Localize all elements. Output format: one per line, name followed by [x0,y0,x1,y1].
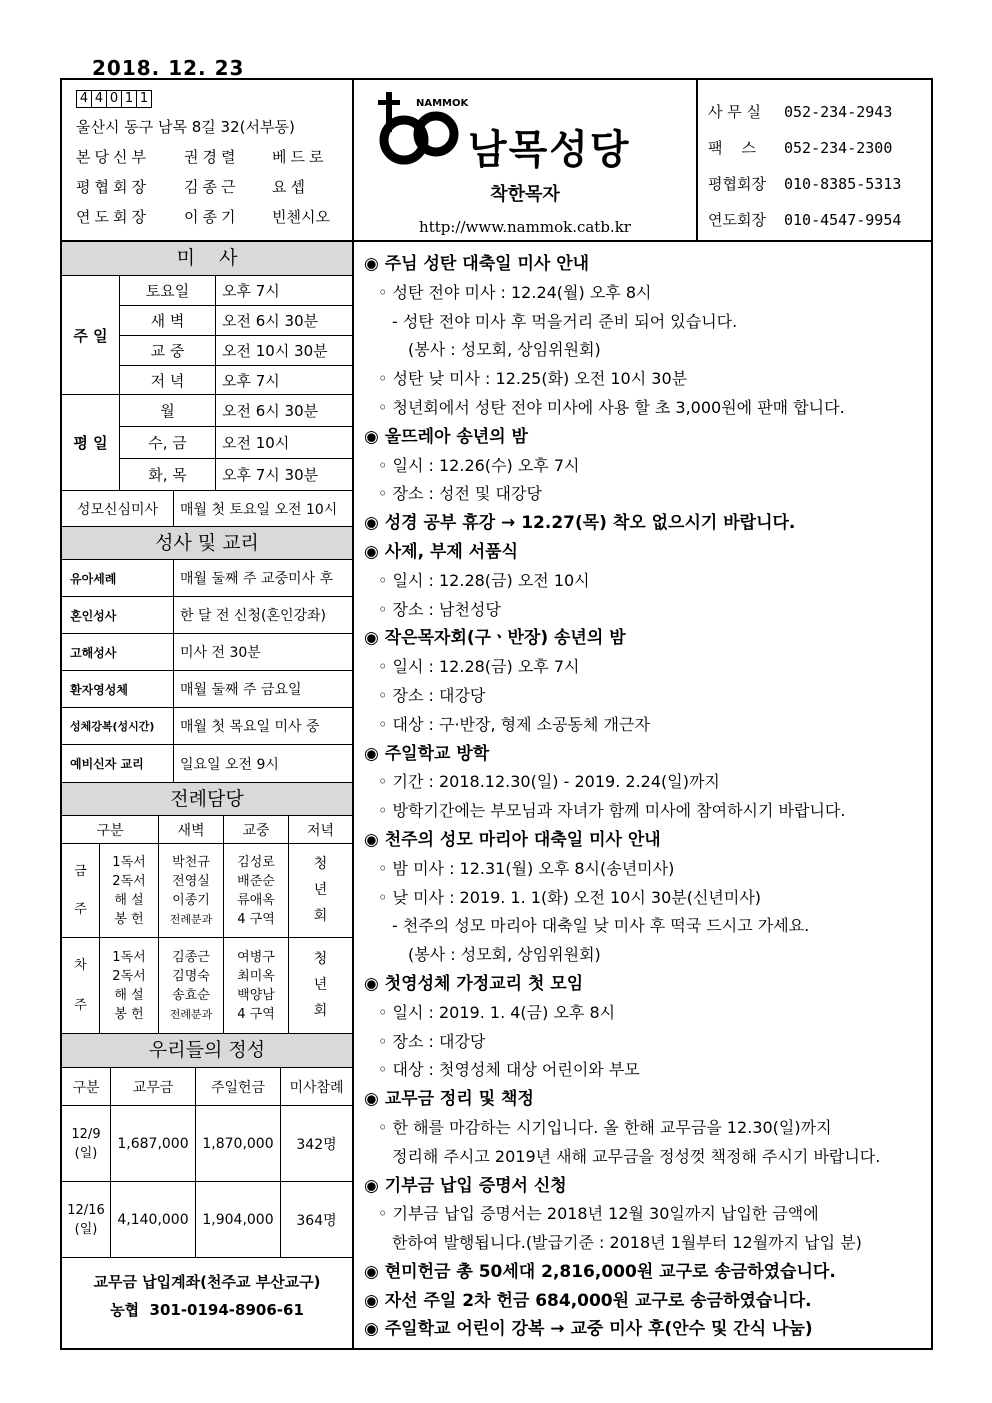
zip-digit: 1 [121,90,137,108]
staff-row [76,142,352,172]
contact-info [698,80,933,242]
notice-line: ◦ 대상 : 구·반장, 형제 소공동체 개근자 [378,714,650,734]
notice-line: ◦ 밤 미사 : 12.31(월) 오후 8시(송년미사) [378,858,675,878]
offering-attend: 342명 [296,1136,337,1153]
staff-row [76,202,352,232]
notice-line: ◦ 일시 : 12.28(금) 오후 7시 [378,657,580,677]
sacrament-label: 예비신자 교리 [62,745,174,782]
sacrament-label: 고해성사 [62,634,174,670]
liturgy-dawn: 김종근 김명숙 송효순 전례분과 [159,938,224,1033]
notice-line: ◦ 기간 : 2018.12.30(일) - 2019. 2.24(일)까지 [378,772,720,792]
special-mass-row [62,491,352,526]
notice-line: ◦ 대상 : 첫영성체 대상 어린이와 부모 [378,1060,640,1080]
liturgy-week-row [62,844,352,938]
liturgy-header: 구분 [62,816,159,843]
notice-line: ◦ 장소 : 성전 및 대강당 [378,484,542,504]
liturgy-main: 김성로 배준순 류애옥 4 구역 [224,844,289,937]
notice-line: ◦ 성탄 낮 미사 : 12.25(화) 오전 10시 30분 [378,369,688,389]
notice-line: ◦ 낮 미사 : 2019. 1. 1(화) 오전 10시 30분(신년미사) [378,887,762,907]
notice-heading: ◉ 첫영성체 가정교리 첫 모임 [364,973,584,994]
mass-day: 수, 금 [120,427,216,458]
zip-digit: 1 [136,90,152,108]
contact-row [708,202,933,238]
liturgy-title: 전례담당 [62,782,352,816]
address: 울산시 동구 남목 8길 32(서부동) [76,118,295,136]
liturgy-header: 새벽 [159,816,224,843]
staff-saint: 빈첸시오 [272,208,330,226]
sacrament-value: 일요일 오전 9시 [180,756,279,773]
notice-heading: ◉ 기부금 납입 증명서 신청 [364,1175,567,1196]
parish-url[interactable]: http://www.nammok.catb.kr [419,218,631,236]
notice-heading: ◉ 주님 성탄 대축일 미사 안내 [364,254,590,274]
mass-day: 저 녁 [120,366,216,394]
liturgy-evening: 청 년 회 [313,856,328,924]
notice-line: ◦ 기부금 납입 증명서는 2018년 12월 30일까지 납입한 금액에 [378,1204,819,1224]
liturgy-dawn: 박천규 전영실 이종기 전례분과 [159,844,224,937]
account-number: 농협 301-0194-8906-61 [110,1301,304,1319]
mass-time: 오전 10시 [222,434,290,452]
notices-column [356,244,933,1344]
offering-sunday: 1,904,000 [196,1182,281,1257]
zip-digit: 4 [76,90,92,108]
liturgy-main: 여병구 최미옥 백양남 4 구역 [224,938,289,1033]
mass-time: 오후 7시 [222,371,280,390]
staff-saint: 요셉 [272,178,309,196]
bulletin-subtitle: 착한목자 [490,184,560,205]
notice-heading: ◉ 자선 주일 2차 헌금 684,000원 교구로 송금하였습니다. [364,1290,812,1311]
sacrament-value: 매월 둘째 주 금요일 [180,682,302,698]
staff-role: 본당신부 [76,148,150,166]
notice-line: ◦ 방학기간에는 부모님과 자녀가 함께 미사에 참여하시기 바랍니다. [378,801,846,821]
offering-dues: 4,140,000 [111,1182,196,1257]
mass-day: 월 [120,395,216,426]
liturgy-week-label: 차 주 [62,938,100,1033]
sacrament-value: 한 달 전 신청(혼인강좌) [180,608,326,624]
notice-line: (봉사 : 성모회, 상임위원회) [408,945,601,965]
offering-header-row [62,1068,352,1106]
notice-heading: ◉ 주일학교 어린이 강복 → 교중 미사 후(안수 및 간식 나눔) [364,1319,813,1340]
parish-name: 남목성당 [468,127,631,173]
notice-line: ◦ 일시 : 12.28(금) 오전 10시 [378,570,590,590]
parish-logo [376,92,686,172]
bulletin-date: 2018. 12. 23 [92,56,245,80]
offering-header: 교무금 [111,1068,196,1105]
mass-day: 교 중 [120,336,216,365]
notice-heading: ◉ 울뜨레아 송년의 밤 [364,426,528,447]
liturgy-roles: 1독서 2독서 해 설 봉 헌 [100,844,159,937]
contact-row [708,130,933,166]
offering-date: 12/16 (일) [62,1182,111,1257]
contact-label: 팩 스 [708,139,757,157]
weekday-label: 평 일 [62,395,120,490]
offering-row [62,1182,352,1258]
mass-time: 오전 6시 30분 [222,312,319,330]
contact-value: 010-4547-9954 [784,211,902,229]
mass-day: 화, 목 [120,459,216,490]
offering-header: 구분 [62,1068,111,1105]
staff-saint: 베드로 [272,148,328,166]
contact-value: 010-8385-5313 [784,175,902,193]
weekday-mass-block [62,395,352,491]
staff-role: 평협회장 [76,178,150,196]
mass-day: 토요일 [120,276,216,305]
notice-line: ◦ 청년회에서 성탄 전야 미사에 사용 할 초 3,000원에 판매 합니다. [378,397,845,417]
sacrament-label: 성체강복(성시간) [62,708,174,744]
mass-time: 오전 10시 30분 [222,342,328,360]
notice-line: ◦ 일시 : 2019. 1. 4(금) 오후 8시 [378,1002,616,1022]
mass-time: 오전 6시 30분 [222,402,319,420]
parish-info [62,80,354,242]
contact-label: 사 무 실 [708,103,762,121]
staff-name: 김종근 [184,178,240,196]
offering-row [62,1106,352,1182]
offering-dues: 1,687,000 [111,1106,196,1181]
contact-label: 연도회장 [708,211,766,229]
notice-line: ◦ 장소 : 대강당 [378,1031,486,1051]
mass-day: 새 벽 [120,306,216,335]
notice-line: ◦ 성탄 전야 미사 : 12.24(월) 오후 8시 [378,282,652,302]
notice-line: 정리해 주시고 2019년 새해 교무금을 정성껏 책정해 주시기 바랍니다. [392,1146,881,1166]
sacrament-label: 혼인성사 [62,597,174,633]
sacrament-label: 유아세례 [62,560,174,596]
contact-row [708,94,933,130]
notice-heading: ◉ 주일학교 방학 [364,743,490,764]
contact-value: 052-234-2943 [784,103,893,121]
sacraments-title: 성사 및 교리 [62,526,352,560]
staff-row [76,172,352,202]
staff-role: 연도회장 [76,208,150,226]
special-mass-time: 매월 첫 토요일 오전 10시 [180,501,338,518]
notice-heading: ◉ 성경 공부 휴강 → 12.27(목) 착오 없으시기 바랍니다. [364,513,796,534]
offering-header: 미사참례 [289,1079,344,1096]
notice-line: ◦ 한 해를 마감하는 시기입니다. 올 한해 교무금을 12.30(일)까지 [378,1117,832,1137]
notice-line: - 성탄 전야 미사 후 먹을거리 준비 되어 있습니다. [392,311,738,331]
sunday-mass-block [62,276,352,395]
bulletin-frame [60,78,933,1350]
notice-line: ◦ 장소 : 남천성당 [378,599,501,619]
sacrament-value: 매월 첫 목요일 미사 중 [180,719,320,735]
sacrament-value: 매월 둘째 주 교중미사 후 [180,571,334,587]
offering-sunday: 1,870,000 [196,1106,281,1181]
notice-heading: ◉ 사제, 부제 서품식 [364,541,519,562]
liturgy-week-row [62,938,352,1034]
contact-row [708,166,933,202]
liturgy-header: 교중 [224,816,289,843]
staff-name: 이종기 [184,208,240,226]
notice-line: ◦ 장소 : 대강당 [378,685,486,705]
zip-digit: 4 [91,90,107,108]
sacrament-value: 미사 전 30분 [180,645,261,661]
notice-line: ◦ 일시 : 12.26(수) 오후 7시 [378,455,580,475]
offering-header: 주일헌금 [196,1068,281,1105]
account-title: 교무금 납입계좌(천주교 부산교구) [93,1273,321,1291]
notice-line: 한하여 발행됩니다.(발급기준 : 2018년 1월부터 12월까지 납입 분) [392,1233,862,1253]
staff-name: 권경렬 [184,148,240,166]
liturgy-roles: 1독서 2독서 해 설 봉 헌 [100,938,159,1033]
notice-line: - 천주의 성모 마리아 대축일 낮 미사 후 떡국 드시고 가세요. [392,916,810,936]
liturgy-evening: 청 년 회 [313,950,328,1020]
special-mass-label: 성모신심미사 [62,491,174,526]
notice-line: (봉사 : 성모회, 상임위원회) [408,340,601,360]
sunday-label: 주 일 [62,276,120,394]
offering-date: 12/9 (일) [62,1106,111,1181]
notice-heading: ◉ 작은목자회(구ㆍ반장) 송년의 밤 [364,628,626,649]
liturgy-header: 저녁 [306,822,335,839]
left-column [62,242,354,1350]
logo-small-text: NAMMOK [416,98,469,109]
liturgy-week-label: 금 주 [62,844,100,937]
notice-heading: ◉ 천주의 성모 마리아 대축일 미사 안내 [364,829,661,850]
notice-heading: ◉ 교무금 정리 및 책정 [364,1089,534,1110]
mass-title: 미 사 [62,242,352,276]
contact-value: 052-234-2300 [784,139,893,157]
account-block [62,1258,352,1324]
parish-logo-block [354,80,698,242]
zip-digit: 0 [106,90,122,108]
mass-time: 오후 7시 [222,282,280,300]
liturgy-header-row [62,816,352,844]
offering-title: 우리들의 정성 [62,1034,352,1068]
zip-code [76,90,352,108]
notice-heading: ◉ 현미헌금 총 50세대 2,816,000원 교구로 송금하였습니다. [364,1261,836,1282]
sacrament-label: 환자영성체 [62,671,174,707]
offering-attend: 364명 [296,1212,337,1229]
mass-time: 오후 7시 30분 [222,466,319,484]
contact-label: 평협회장 [708,175,766,193]
